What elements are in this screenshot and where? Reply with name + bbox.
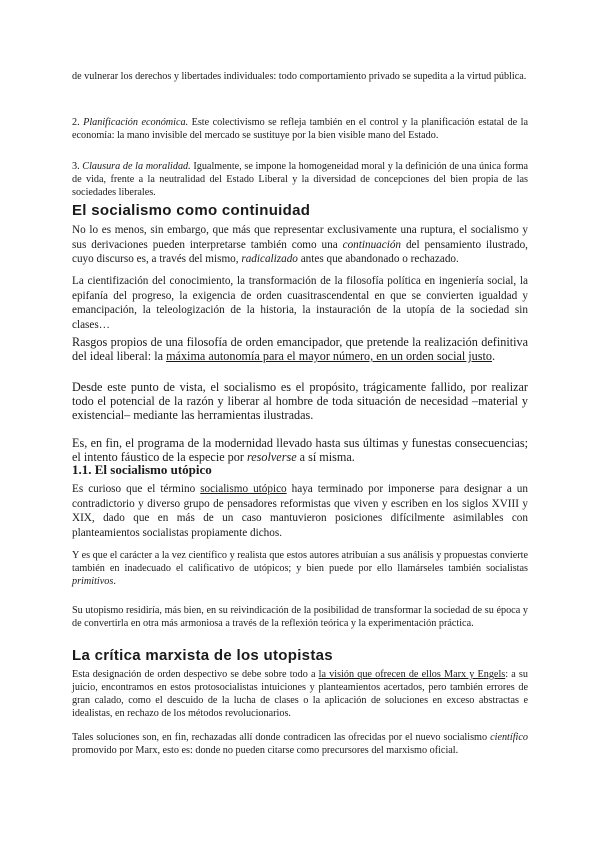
- paragraph-text: Es, en fin, el programa de la modernidad llevado hasta sus últimas y funestas consecuencias; el intento fáustico de la especie por: [72, 436, 528, 464]
- paragraph-text: Este colectivismo se refleja también en el control y la planificación estatal de la economía: la mano invisible del mercado se sustituye por la bien visible mano del Estado.: [72, 117, 529, 141]
- paragraph-text: haya terminado por imponerse para designar a un contradictorio y diverso grupo de pensadores reformistas que viven y escriben en los siglos XVIII y XIX, dado que en más de un caso mantuvieron posiciones difícilmente asimilables con planteamientos socialistas propiamente dichos.: [72, 483, 528, 539]
- paragraph-text: Tales soluciones son, en fin, rechazadas allí donde contradicen las ofrecidas por el nuevo socialismo: [72, 732, 491, 743]
- paragraph-text: Rasgos propios de una filosofía de orden emancipador, que pretende la realización definitiva del ideal liberal: la: [72, 335, 528, 363]
- underlined-phrase: socialismo utópico: [200, 483, 287, 495]
- paragraph-text: a sí misma.: [296, 450, 355, 464]
- paragraph-rasgos: [72, 335, 528, 363]
- list-number: 3.: [72, 161, 83, 172]
- paragraph-text: Y es que el carácter a la vez científico y realista que estos autores atribuían a sus análisis y propuestas convierte también en inadecuado el calificativo de utópicos; y bien puede por ello llamárseles también socialistas: [72, 550, 528, 574]
- paragraph-text: Desde este punto de vista, el socialismo es el propósito, trágicamente fallido, por realizar todo el potencial de la razón y liberar al hombre de toda situación de necesidad –material y existencial– mediante las herramientas ilustradas.: [72, 380, 528, 422]
- term-emphasis: Clausura de la moralidad.: [82, 161, 191, 172]
- list-number: 2.: [72, 117, 84, 128]
- term-emphasis: continuación: [342, 238, 402, 251]
- term-emphasis: radicalizado: [241, 253, 298, 265]
- paragraph-utopismo: [72, 604, 528, 630]
- paragraph-clausura-moralidad: [72, 160, 528, 199]
- paragraph-continuacion: [72, 223, 528, 267]
- paragraph-cientifizacion: [72, 274, 528, 332]
- heading-socialismo-utopico: 1.1. El socialismo utópico: [72, 462, 212, 477]
- underlined-phrase: la visión que ofrecen de ellos Marx y Engels: [318, 669, 506, 680]
- paragraph-punto-de-vista: [72, 380, 528, 422]
- term-emphasis: primitivos: [72, 576, 114, 587]
- paragraph-text: promovido por Marx, esto es: donde no pueden citarse como precursores del marxismo oficial.: [72, 745, 459, 756]
- paragraph-text: Esta designación de orden despectivo se debe sobre todo a: [72, 669, 319, 680]
- paragraph-text: La cientifización del conocimiento, la transformación de la filosofía política en ingeniería social, la epifanía del progreso, la exigencia de orden cuasitrascendental en que se convierten igualdad y emancipación, la teleologización de la historia, la instauración de la utopía de la sociedad sin clases…: [72, 275, 528, 331]
- paragraph-planificacion-economica: [72, 116, 528, 142]
- paragraph-termino-utopico: [72, 482, 528, 540]
- paragraph-virtud-publica: [72, 70, 528, 83]
- term-emphasis: resolverse: [246, 450, 297, 464]
- paragraph-tales-soluciones: [72, 731, 528, 757]
- paragraph-text: .: [113, 576, 116, 587]
- term-emphasis: científico: [490, 732, 528, 743]
- paragraph-text: Su utopismo residiría, más bien, en su reivindicación de la posibilidad de transformar la sociedad de su época y de convertirla en otra más armoniosa a través de la reflexión teórica y la experimentación práctica.: [72, 605, 528, 629]
- paragraph-programa-modernidad: [72, 436, 528, 464]
- paragraph-text: Igualmente, se impone la homogeneidad moral y la definición de una única forma de vida, frente a la neutralidad del Estado Liberal y la diversidad de concepciones del bien propia de las sociedades liberales.: [72, 161, 529, 198]
- paragraph-text: : a su juicio, encontramos en estos protosocialistas intuiciones y planteamientos acertados, pero también errores de gran calado, como el descuido de la lucha de clases o la aplicación de soluciones en exceso abstractas e idealistas, en rechazo de los métodos revolucionarios.: [72, 669, 528, 719]
- paragraph-text: No lo es menos, sin embargo, que más que representar exclusivamente una ruptura, el socialismo y sus derivaciones pueden interpretarse también como una: [72, 224, 528, 251]
- heading-critica-marxista: La crítica marxista de los utopistas: [72, 647, 333, 664]
- underlined-phrase: máxima autonomía para el mayor número, en un orden social justo: [166, 349, 492, 363]
- paragraph-text: del pensamiento ilustrado, cuyo discurso es, a través del mismo,: [72, 238, 528, 265]
- term-emphasis: Planificación económica.: [83, 117, 189, 128]
- paragraph-text: antes que abandonado o rechazado.: [297, 253, 459, 265]
- paragraph-text: .: [492, 349, 496, 363]
- heading-socialismo-continuidad: El socialismo como continuidad: [72, 202, 311, 219]
- paragraph-caracter-cientifico: [72, 549, 528, 588]
- paragraph-designacion: [72, 668, 528, 720]
- paragraph-text: Es curioso que el término: [72, 483, 201, 495]
- paragraph-text: de vulnerar los derechos y libertades individuales: todo comportamiento privado se supedita a la virtud pública.: [72, 71, 527, 82]
